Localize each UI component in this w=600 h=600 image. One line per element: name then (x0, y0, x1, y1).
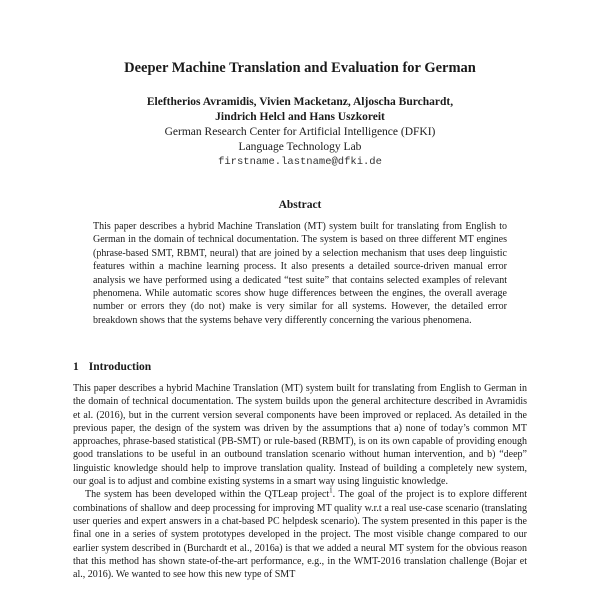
abstract-heading: Abstract (278, 199, 322, 211)
author-block (0, 95, 600, 170)
intro-paragraph-2 (73, 488, 527, 581)
intro-paragraph-1: This paper describes a hybrid Machine Translation (MT) system built for translating from English to German in the domain of technical documentation. The system builds upon the general architecture described in Avramidis et al. (2016), but in the current version several components have been improved or replaced. As detailed in the previous paper, the design of the system was driven by the assumptions that a) none of today’s common MT approaches, phrase-based statistical (PB-SMT) or rule-based (RBMT), is on its own capable of providing enough good translations to be useful in an outbound translation scenario without human intervention, and b) “deep” linguistic knowledge should help to improve translation quality. Instead of building a completely new system, our goal is to adjust and combine existing systems in a smart way using linguistic knowledge. (73, 383, 527, 488)
lab-name: Language Technology Lab (238, 141, 362, 153)
section-heading-introduction (73, 361, 151, 373)
footnote-marker[interactable]: 1 (329, 487, 333, 496)
intro-paragraph-2-start: The system has been developed within the QTLeap project (85, 489, 330, 501)
abstract-text: This paper describes a hybrid Machine Translation (MT) system built for translating from English to German in the domain of technical documentation. The system is based on three different MT engines (phrase-based SMT, RBMT, neural) that are joined by a selection mechanism that uses deep linguistic features within a machine learning process. It also presents a detailed source-driven manual error analysis we have performed using a dedicated “test suite” that contains selected examples of relevant phenomena. While automatic scores show huge differences between the engines, the overall average number or errors they (do not) make is very similar for all systems. However, the detailed error breakdown shows that the systems behave very differently concerning the various phenomena. (93, 221, 507, 326)
affiliation: German Research Center for Artificial Intelligence (DFKI) (164, 126, 436, 138)
section-number: 1 (73, 361, 79, 373)
author-names-line-2: Jindrich Helcl and Hans Uszkoreit (215, 111, 385, 123)
paper-title: Deeper Machine Translation and Evaluation for German (124, 60, 476, 76)
section-title: Introduction (88, 361, 152, 373)
introduction-body (73, 382, 527, 581)
intro-paragraph-2-rest: . The goal of the project is to explore different combinations of shallow and deep processing for improving MT quality w.r.t a real use-case scenario (translating user queries and expert answers in a chat-based PC helpdesk scenario). The system presented in this paper is the final one in a series of system prototypes developed in the project. The most visible change compared to our earlier system described in (Burchardt et al., 2016a) is that we added a neural MT system for the obvious reason that this method has shown state-of-the-art performance, e.g., in the WMT-2016 translation challenge (Bojar et al., 2016). We wanted to see how this new type of SMT (73, 489, 527, 581)
author-names-line-1: Eleftherios Avramidis, Vivien Macketanz, Aljoscha Burchardt, (146, 96, 454, 108)
contact-email: firstname.lastname@dfki.de (218, 156, 382, 168)
